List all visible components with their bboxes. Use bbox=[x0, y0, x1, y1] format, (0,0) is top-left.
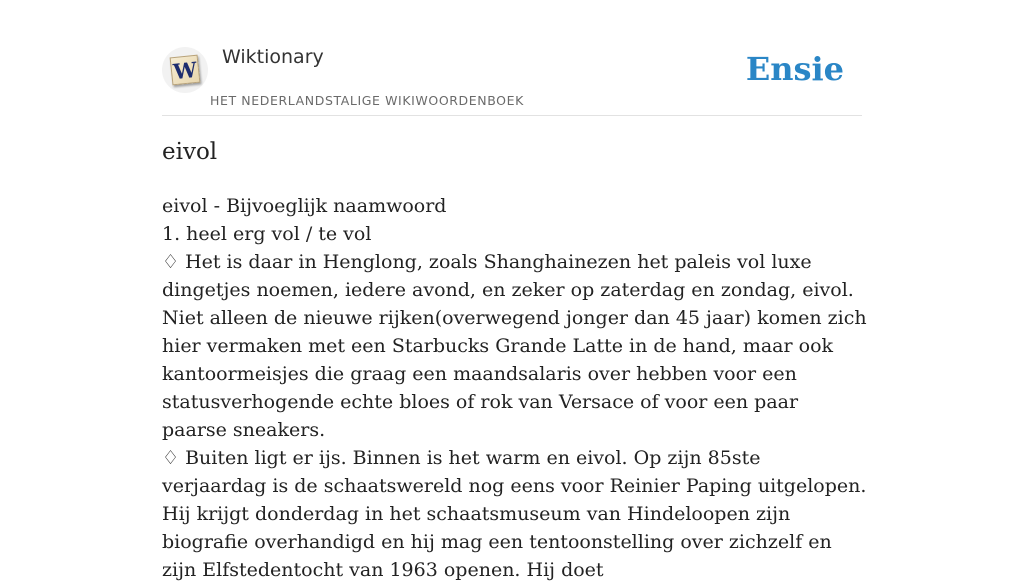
example-sentence: ♢ Het is daar in Henglong, zoals Shanghainezen het paleis vol luxe dingetjes noemen, iedere avond, en zeker op zaterdag en zondag, eivol. Niet alleen de nieuwe rijken(overwegend jonger dan 45 jaar) komen zich hier vermaken met een Starbucks Grande Latte in de hand, maar ook kantoormeisjes die graag een maandsalaris over hebben voor een statusverhogende echte bloes of rok van Versace of voor een paar paarse sneakers. bbox=[162, 251, 867, 441]
page-title: eivol bbox=[162, 139, 218, 165]
entry-content bbox=[162, 192, 867, 584]
site-logo[interactable] bbox=[162, 47, 208, 93]
definition: 1. heel erg vol / te vol bbox=[162, 223, 372, 245]
headword-line: eivol - Bijvoeglijk naamwoord bbox=[162, 195, 447, 217]
ensie-brand-link[interactable]: Ensie bbox=[745, 50, 844, 88]
site-name[interactable]: Wiktionary bbox=[222, 46, 324, 68]
site-header bbox=[162, 40, 862, 116]
example-sentence: ♢ Buiten ligt er ijs. Binnen is het warm en eivol. Op zijn 85ste verjaardag is de schaatswereld nog eens voor Reinier Paping uitgelopen. Hij krijgt donderdag in het schaatsmuseum van Hindeloopen zijn biografie overhandigd en hij mag een tentoonstelling over zichzelf en zijn Elfstedentocht van 1963 openen. Hij doet bbox=[162, 447, 867, 581]
wiktionary-tile-icon bbox=[170, 55, 201, 86]
site-tagline: HET NEDERLANDSTALIGE WIKIWOORDENBOEK bbox=[210, 93, 524, 108]
logo-letter: W bbox=[172, 56, 199, 85]
